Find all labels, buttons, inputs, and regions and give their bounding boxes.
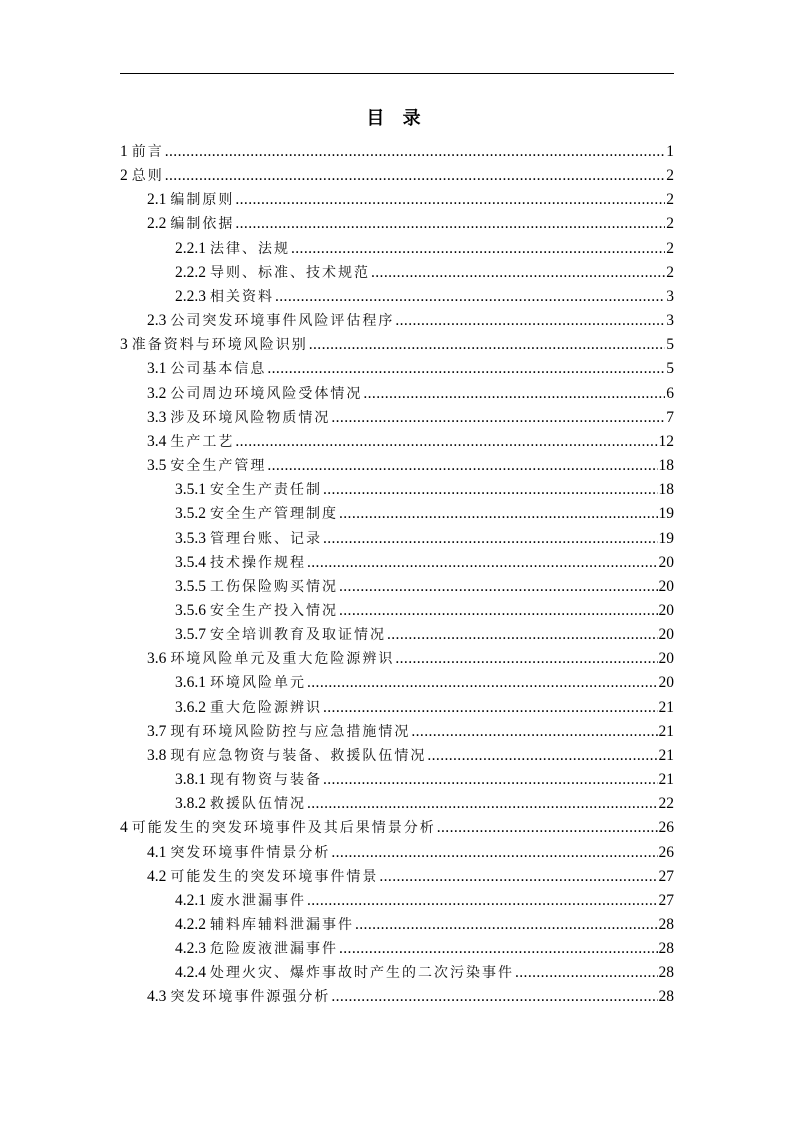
toc-leader-dots [331,841,657,865]
toc-entry[interactable] [120,792,674,816]
toc-entry-number: 3.5 [147,457,167,475]
toc-entry-title: 危险废液泄漏事件 [210,941,338,958]
toc-leader-dots [323,768,658,792]
toc-entry[interactable] [120,164,674,188]
toc-leader-dots [395,309,665,333]
toc-entry[interactable] [120,527,674,551]
toc-entry-title: 环境风险单元 [210,675,306,692]
toc-leader-dots [437,816,658,840]
toc-entry-title: 处理火灾、爆炸事故时产生的二次污染事件 [210,965,514,982]
toc-entry-page: 7 [666,408,674,426]
toc-entry-title: 法律、法规 [210,240,290,257]
toc-entry[interactable] [120,768,674,792]
toc-leader-dots [235,188,665,212]
toc-entry[interactable] [120,357,674,381]
toc-leader-dots [165,140,666,164]
toc-entry[interactable] [120,816,674,840]
toc-entry-title: 安全生产投入情况 [210,602,338,619]
toc-entry-page: 3 [666,287,674,305]
toc-leader-dots [307,889,658,913]
toc-title: 目 录 [366,108,427,129]
toc-entry[interactable] [120,406,674,430]
toc-entry[interactable] [120,237,674,261]
toc-entry-title: 安全培训教育及取证情况 [210,627,386,644]
toc-entry-page: 28 [658,940,674,958]
toc-entry-number: 3.1 [147,360,167,378]
toc-entry[interactable] [120,985,674,1009]
toc-leader-dots [235,430,657,454]
toc-entry-page: 2 [666,191,674,209]
toc-entry-page: 20 [658,626,674,644]
toc-leader-dots [309,333,666,357]
toc-entry-page: 22 [658,795,674,813]
toc-entry-page: 20 [658,674,674,692]
toc-entry-title: 突发环境事件情景分析 [170,844,331,861]
toc-entry-title: 环境风险单元及重大危险源辨识 [170,651,395,668]
toc-entry-number: 2.2.1 [175,239,206,257]
toc-entry[interactable] [120,212,674,236]
toc-leader-dots [323,478,658,502]
toc-entry-page: 3 [666,312,674,330]
toc-entry[interactable] [120,333,674,357]
toc-entry-title: 辅料库辅料泄漏事件 [210,917,354,933]
toc-entry-title: 公司基本信息 [170,361,267,378]
toc-entry[interactable] [120,865,674,889]
toc-entry-page: 27 [658,867,674,885]
toc-leader-dots [307,792,658,816]
toc-entry-number: 3.6 [147,650,167,668]
toc-leader-dots [395,647,657,671]
toc-entry[interactable] [120,671,674,695]
toc-entry-number: 4.2.4 [175,964,206,982]
toc-entry-title: 编制原则 [170,192,235,209]
toc-leader-dots [267,454,657,478]
toc-entry-number: 2.2 [147,215,167,233]
toc-entry-number: 4.2.1 [175,891,206,909]
toc-entry-title: 涉及环境风险物质情况 [170,409,331,426]
toc-entry-page: 12 [658,432,674,450]
toc-entry-number: 2.1 [147,191,167,209]
toc-leader-dots [387,623,658,647]
toc-entry-page: 20 [658,650,674,668]
toc-entry-page: 27 [658,891,674,909]
toc-entry-title: 准备资料与环境风险识别 [131,337,308,354]
toc-entry-page: 2 [666,263,674,281]
toc-entry[interactable] [120,961,674,985]
toc-entry-title: 总则 [131,168,164,185]
toc-entry-page: 5 [666,360,674,378]
toc-leader-dots [371,261,665,285]
toc-entry-number: 3 [120,336,128,354]
toc-leader-dots [363,382,665,406]
toc-entry[interactable] [120,599,674,623]
toc-leader-dots [339,599,658,623]
toc-entry-title: 导则、标准、技术规范 [210,264,370,281]
toc-entry-number: 4 [120,819,128,837]
toc-entry-title: 管理台账、记录 [210,530,322,547]
toc-entry-number: 1 [120,143,128,160]
toc-entry-number: 4.2 [147,867,167,885]
toc-entry-title: 安全生产责任制 [210,482,322,499]
toc-entry[interactable] [120,841,674,865]
toc-entry-title: 现有应急物资与装备、救援队伍情况 [170,747,427,764]
toc-entry-page: 21 [658,771,674,789]
toc-entry-title: 废水泄漏事件 [210,892,306,909]
toc-entry[interactable] [120,889,674,913]
table-of-contents [120,140,674,1010]
toc-entry-page: 28 [658,988,674,1006]
toc-entry[interactable] [120,285,674,309]
toc-entry-number: 3.7 [147,722,167,740]
toc-entry-page: 20 [658,601,674,619]
toc-entry-number: 4.1 [147,843,167,861]
toc-leader-dots [307,671,658,695]
toc-leader-dots [379,865,657,889]
toc-entry-page: 2 [666,167,674,185]
toc-entry-page: 21 [658,698,674,716]
toc-entry-number: 3.5.7 [175,626,206,644]
toc-entry-number: 2.3 [147,312,167,330]
toc-leader-dots [331,406,665,430]
toc-entry-page: 28 [658,916,674,933]
toc-entry[interactable] [120,551,674,575]
toc-entry-number: 4.3 [147,988,167,1006]
toc-entry-page: 18 [658,481,674,499]
toc-leader-dots [235,212,665,236]
toc-leader-dots [323,527,658,551]
toc-entry-title: 工伤保险购买情况 [210,578,338,595]
toc-entry-title: 救援队伍情况 [210,796,306,813]
toc-entry-title: 突发环境事件源强分析 [170,989,331,1006]
toc-entry[interactable] [120,720,674,744]
toc-entry-number: 3.5.3 [175,529,206,547]
toc-entry[interactable] [120,696,674,720]
toc-entry-page: 26 [658,843,674,861]
toc-leader-dots [307,551,658,575]
header-rule [120,73,674,74]
toc-entry[interactable] [120,430,674,454]
toc-entry-number: 3.4 [147,432,167,450]
toc-entry-page: 28 [658,964,674,982]
toc-leader-dots [355,913,658,937]
toc-entry-page: 20 [658,553,674,571]
toc-entry[interactable] [120,140,674,164]
toc-entry-title: 相关资料 [210,288,274,305]
toc-entry-number: 4.2.2 [175,916,206,933]
toc-entry-number: 3.6.2 [175,698,206,716]
toc-entry-number: 3.8.1 [175,771,206,789]
toc-entry-number: 3.8.2 [175,795,206,813]
toc-entry-page: 5 [666,336,674,354]
toc-entry[interactable] [120,575,674,599]
toc-entry[interactable] [120,744,674,768]
toc-entry-page: 19 [658,505,674,523]
toc-entry-number: 3.3 [147,408,167,426]
toc-entry-page: 21 [658,746,674,764]
toc-entry[interactable] [120,502,674,526]
toc-entry-title: 编制依据 [170,216,235,233]
toc-entry-number: 4.2.3 [175,940,206,958]
toc-entry-page: 20 [658,577,674,595]
toc-leader-dots [339,502,658,526]
toc-entry-number: 3.6.1 [175,674,206,692]
toc-entry-page: 2 [666,215,674,233]
toc-entry-number: 3.8 [147,746,167,764]
toc-leader-dots [339,937,658,961]
toc-entry[interactable] [120,454,674,478]
toc-entry[interactable] [120,937,674,961]
toc-entry-page: 6 [666,384,674,402]
toc-leader-dots [291,237,665,261]
toc-leader-dots [515,961,658,985]
toc-entry-title: 现有环境风险防控与应急措施情况 [170,723,411,740]
toc-entry-page: 21 [658,722,674,740]
toc-entry-title: 可能发生的突发环境事件及其后果情景分析 [131,820,436,837]
toc-entry[interactable] [120,309,674,333]
toc-entry-title: 生产工艺 [170,433,235,450]
toc-entry-title: 重大危险源辨识 [210,699,322,716]
toc-leader-dots [275,285,665,309]
toc-leader-dots [267,357,665,381]
toc-entry-title: 可能发生的突发环境事件情景 [170,868,379,885]
toc-entry-number: 3.5.5 [175,577,206,595]
toc-entry-number: 3.5.6 [175,601,206,619]
toc-entry-number: 3.2 [147,384,167,402]
toc-leader-dots [165,164,666,188]
toc-entry-number: 2.2.2 [175,263,206,281]
toc-leader-dots [331,985,657,1009]
toc-entry-number: 2.2.3 [175,287,206,305]
toc-entry-number: 3.5.1 [175,481,206,499]
toc-entry[interactable] [120,188,674,212]
toc-entry[interactable] [120,913,674,937]
toc-entry-page: 19 [658,529,674,547]
toc-entry[interactable] [120,623,674,647]
toc-entry-page: 18 [658,457,674,475]
toc-leader-dots [411,720,657,744]
toc-entry[interactable] [120,261,674,285]
toc-entry-page: 26 [658,819,674,837]
toc-entry-title: 现有物资与装备 [210,772,322,789]
toc-leader-dots [323,696,658,720]
toc-entry-page: 1 [666,143,674,160]
toc-entry-title: 公司周边环境风险受体情况 [170,385,363,402]
toc-entry-title: 公司突发环境事件风险评估程序 [170,313,395,330]
toc-entry-page: 2 [666,239,674,257]
toc-entry[interactable] [120,478,674,502]
toc-entry[interactable] [120,647,674,671]
toc-entry[interactable] [120,382,674,406]
toc-entry-number: 3.5.2 [175,505,206,523]
toc-entry-title: 前言 [131,144,164,160]
toc-entry-number: 2 [120,167,128,185]
toc-entry-title: 安全生产管理 [170,458,267,475]
toc-entry-title: 技术操作规程 [210,554,306,571]
toc-entry-number: 3.5.4 [175,553,206,571]
toc-entry-title: 安全生产管理制度 [210,506,338,523]
toc-leader-dots [339,575,658,599]
toc-leader-dots [427,744,657,768]
